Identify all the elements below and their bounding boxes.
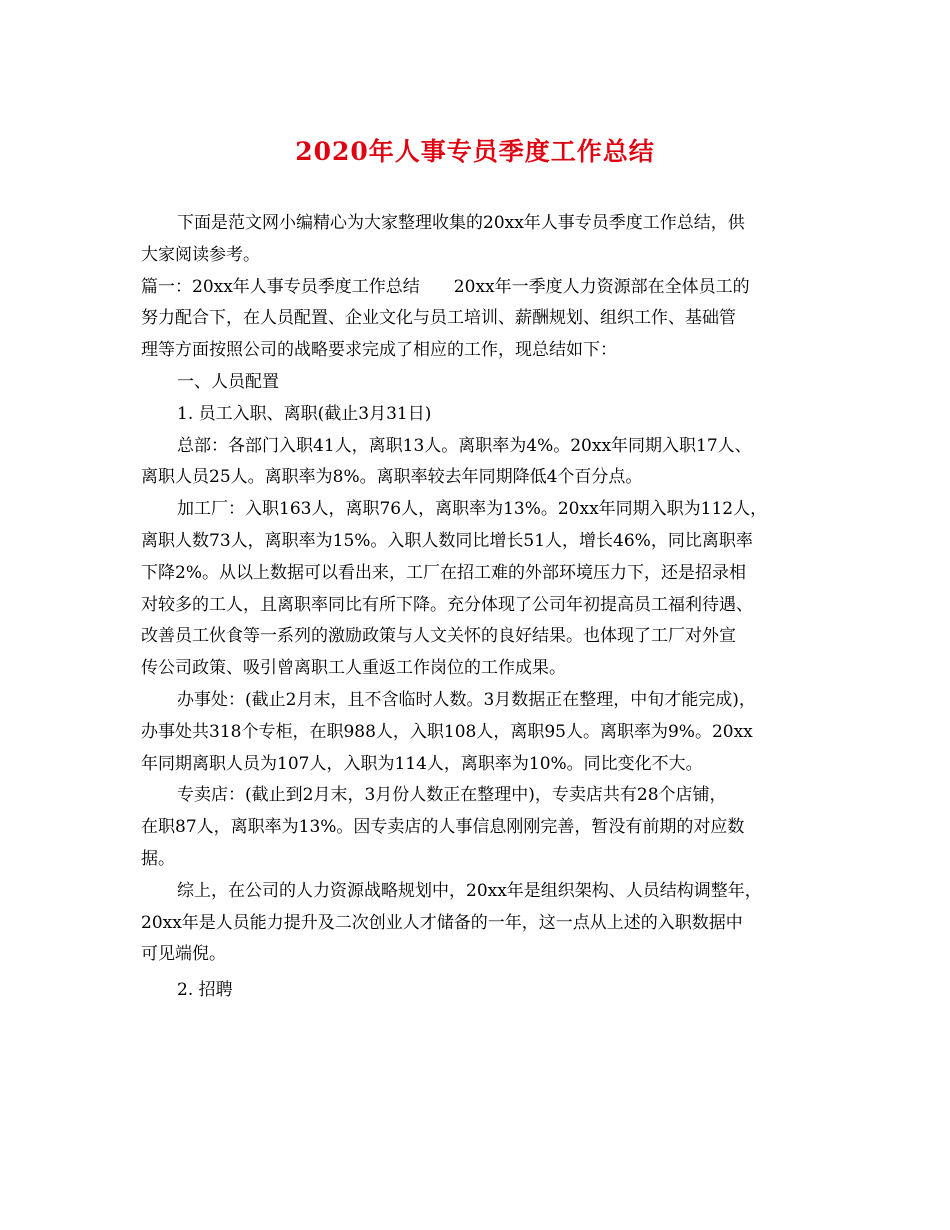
paragraph-line: 年同期离职人员为107人，入职为114人，离职率为10%。同比变化不大。	[141, 753, 703, 774]
paragraph-line: 篇一：20xx年人事专员季度工作总结 20xx年一季度人力资源部在全体员工的	[141, 276, 750, 297]
paragraph-line: 离职人员25人。离职率为8%。离职率较去年同期降低4个百分点。	[141, 467, 643, 488]
paragraph-line: 20xx年是人员能力提升及二次创业人才储备的一年，这一点从上述的入职数据中	[141, 912, 743, 933]
document-body	[141, 208, 821, 1007]
paragraph-line: 办事处共318个专柜，在职988人，入职108人，离职95人。离职率为9%。20xx	[141, 721, 753, 742]
paragraph-line: 理等方面按照公司的战略要求完成了相应的工作，现总结如下：	[141, 340, 617, 361]
paragraph-line: 据。	[141, 848, 175, 869]
paragraph-line: 可见端倪。	[141, 944, 226, 965]
document-title: 2020年人事专员季度工作总结	[295, 137, 655, 166]
paragraph-line: 专卖店：(截止到2月末，3月份人数正在整理中)，专卖店共有28个店铺，	[177, 785, 727, 806]
paragraph-line: 综上，在公司的人力资源战略规划中，20xx年是组织架构、人员结构调整年，	[177, 880, 762, 901]
paragraph-line: 加工厂：入职163人，离职76人，离职率为13%。20xx年同期入职为112人，	[177, 499, 768, 520]
paragraph-line: 大家阅读参考。	[141, 244, 260, 265]
paragraph-line: 改善员工伙食等一系列的激励政策与人文关怀的良好结果。也体现了工厂对外宣	[141, 626, 736, 647]
paragraph-line: 离职人数73人，离职率为15%。入职人数同比增长51人，增长46%，同比离职率	[141, 530, 753, 551]
paragraph-line: 下面是范文网小编精心为大家整理收集的20xx年人事专员季度工作总结，供	[177, 213, 745, 233]
paragraph-line: 办事处：(截止2月末，且不含临时人数。3月数据正在整理，中旬才能完成)，	[177, 689, 756, 710]
paragraph-line: 传公司政策、吸引曾离职工人重返工作岗位的工作成果。	[141, 658, 566, 679]
subsection-heading: 1. 员工入职、离职(截止3月31日)	[177, 403, 432, 424]
paragraph-line: 努力配合下，在人员配置、企业文化与员工培训、薪酬规划、组织工作、基础管	[141, 308, 736, 329]
paragraph-line: 总部：各部门入职41人，离职13人。离职率为4%。20xx年同期入职17人、	[177, 435, 752, 456]
section-heading: 一、人员配置	[177, 371, 279, 392]
subsection-heading: 2. 招聘	[177, 980, 233, 1001]
paragraph-line: 下降2%。从以上数据可以看出来，工厂在招工难的外部环境压力下，还是招录相	[141, 562, 746, 583]
paragraph-line: 在职87人，离职率为13%。因专卖店的人事信息刚刚完善，暂没有前期的对应数	[141, 817, 745, 838]
paragraph-line: 对较多的工人，且离职率同比有所下降。充分体现了公司年初提高员工福利待遇、	[141, 594, 753, 615]
